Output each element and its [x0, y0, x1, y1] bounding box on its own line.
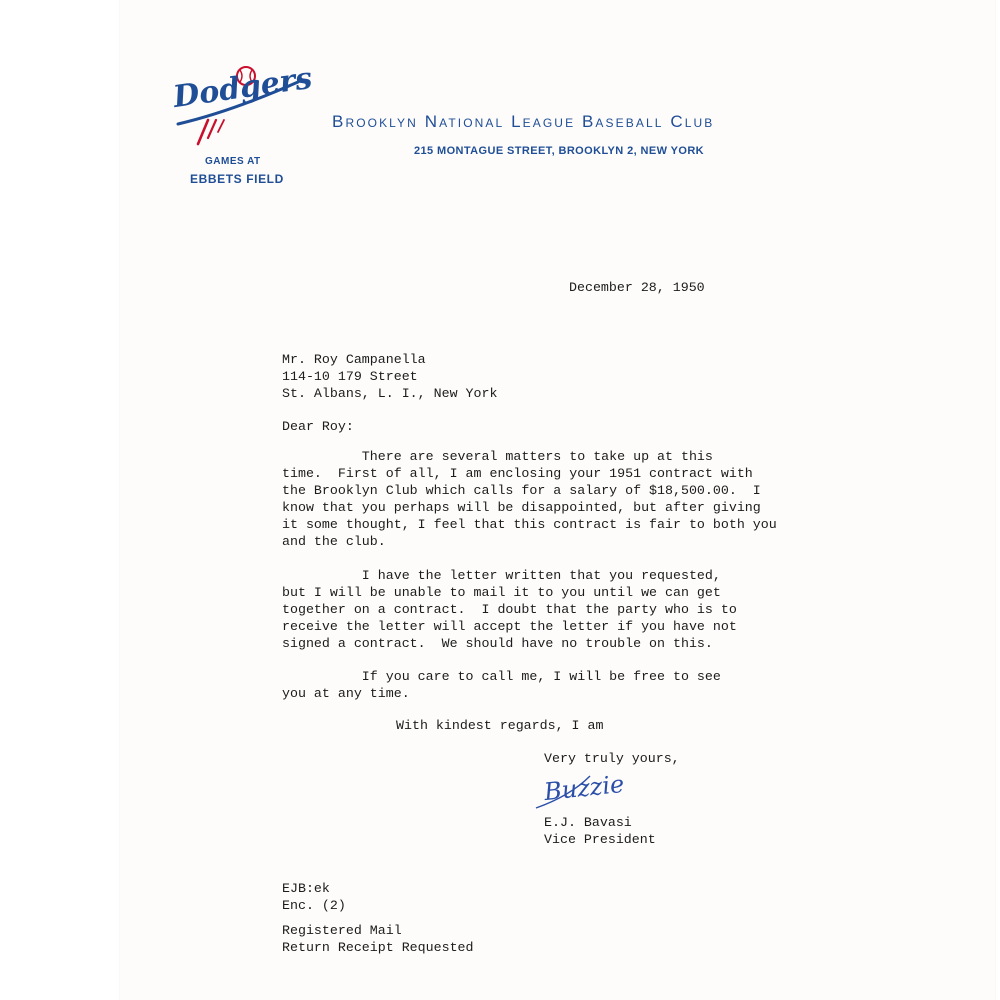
paragraph-2-line-4: receive the letter will accept the letter if you have not: [282, 619, 737, 634]
recipient-line-3: St. Albans, L. I., New York: [282, 386, 498, 401]
paragraph-1-line-4: know that you perhaps will be disappointed, but after giving: [282, 500, 761, 515]
signer-name: E.J. Bavasi: [544, 815, 632, 830]
paragraph-1-line-6: and the club.: [282, 534, 386, 549]
paragraph-2-line-5: signed a contract. We should have no trouble on this.: [282, 636, 713, 651]
games-at-label: GAMES AT: [205, 156, 261, 167]
paragraph-2-line-2: but I will be unable to mail it to you until we can get: [282, 585, 721, 600]
dodgers-logo: [170, 60, 315, 152]
regards-line: With kindest regards, I am: [396, 718, 604, 733]
salutation: Dear Roy:: [282, 419, 354, 434]
logo-wordmark: Dodgers: [171, 60, 315, 115]
recipient-line-1: Mr. Roy Campanella: [282, 352, 426, 367]
paragraph-3-line-2: you at any time.: [282, 686, 410, 701]
paragraph-3-line-1: If you care to call me, I will be free to see: [282, 669, 721, 684]
signature: Buzzie: [530, 768, 670, 821]
paragraph-1-line-3: the Brooklyn Club which calls for a salary of $18,500.00. I: [282, 483, 761, 498]
paragraph-1-line-1: There are several matters to take up at this: [282, 449, 713, 464]
paragraph-1-line-5: it some thought, I feel that this contract is fair to both you: [282, 517, 777, 532]
paragraph-2-line-3: together on a contract. I doubt that the party who is to: [282, 602, 737, 617]
letter-date: December 28, 1950: [569, 280, 705, 295]
signer-title: Vice President: [544, 832, 656, 847]
club-name: Brooklyn National League Baseball Club: [332, 112, 715, 131]
ebbets-field-label: EBBETS FIELD: [190, 172, 284, 186]
mail-line-2: Return Receipt Requested: [282, 940, 474, 955]
paragraph-1-line-2: time. First of all, I am enclosing your 1951 contract with: [282, 466, 753, 481]
enclosures-line: Enc. (2): [282, 898, 346, 913]
paragraph-2-line-1: I have the letter written that you requested,: [282, 568, 721, 583]
closing-line: Very truly yours,: [544, 751, 680, 766]
mail-line-1: Registered Mail: [282, 923, 402, 938]
club-address: 215 MONTAGUE STREET, BROOKLYN 2, NEW YORK: [414, 145, 705, 157]
reference-initials: EJB:ek: [282, 881, 330, 896]
recipient-line-2: 114-10 179 Street: [282, 369, 418, 384]
